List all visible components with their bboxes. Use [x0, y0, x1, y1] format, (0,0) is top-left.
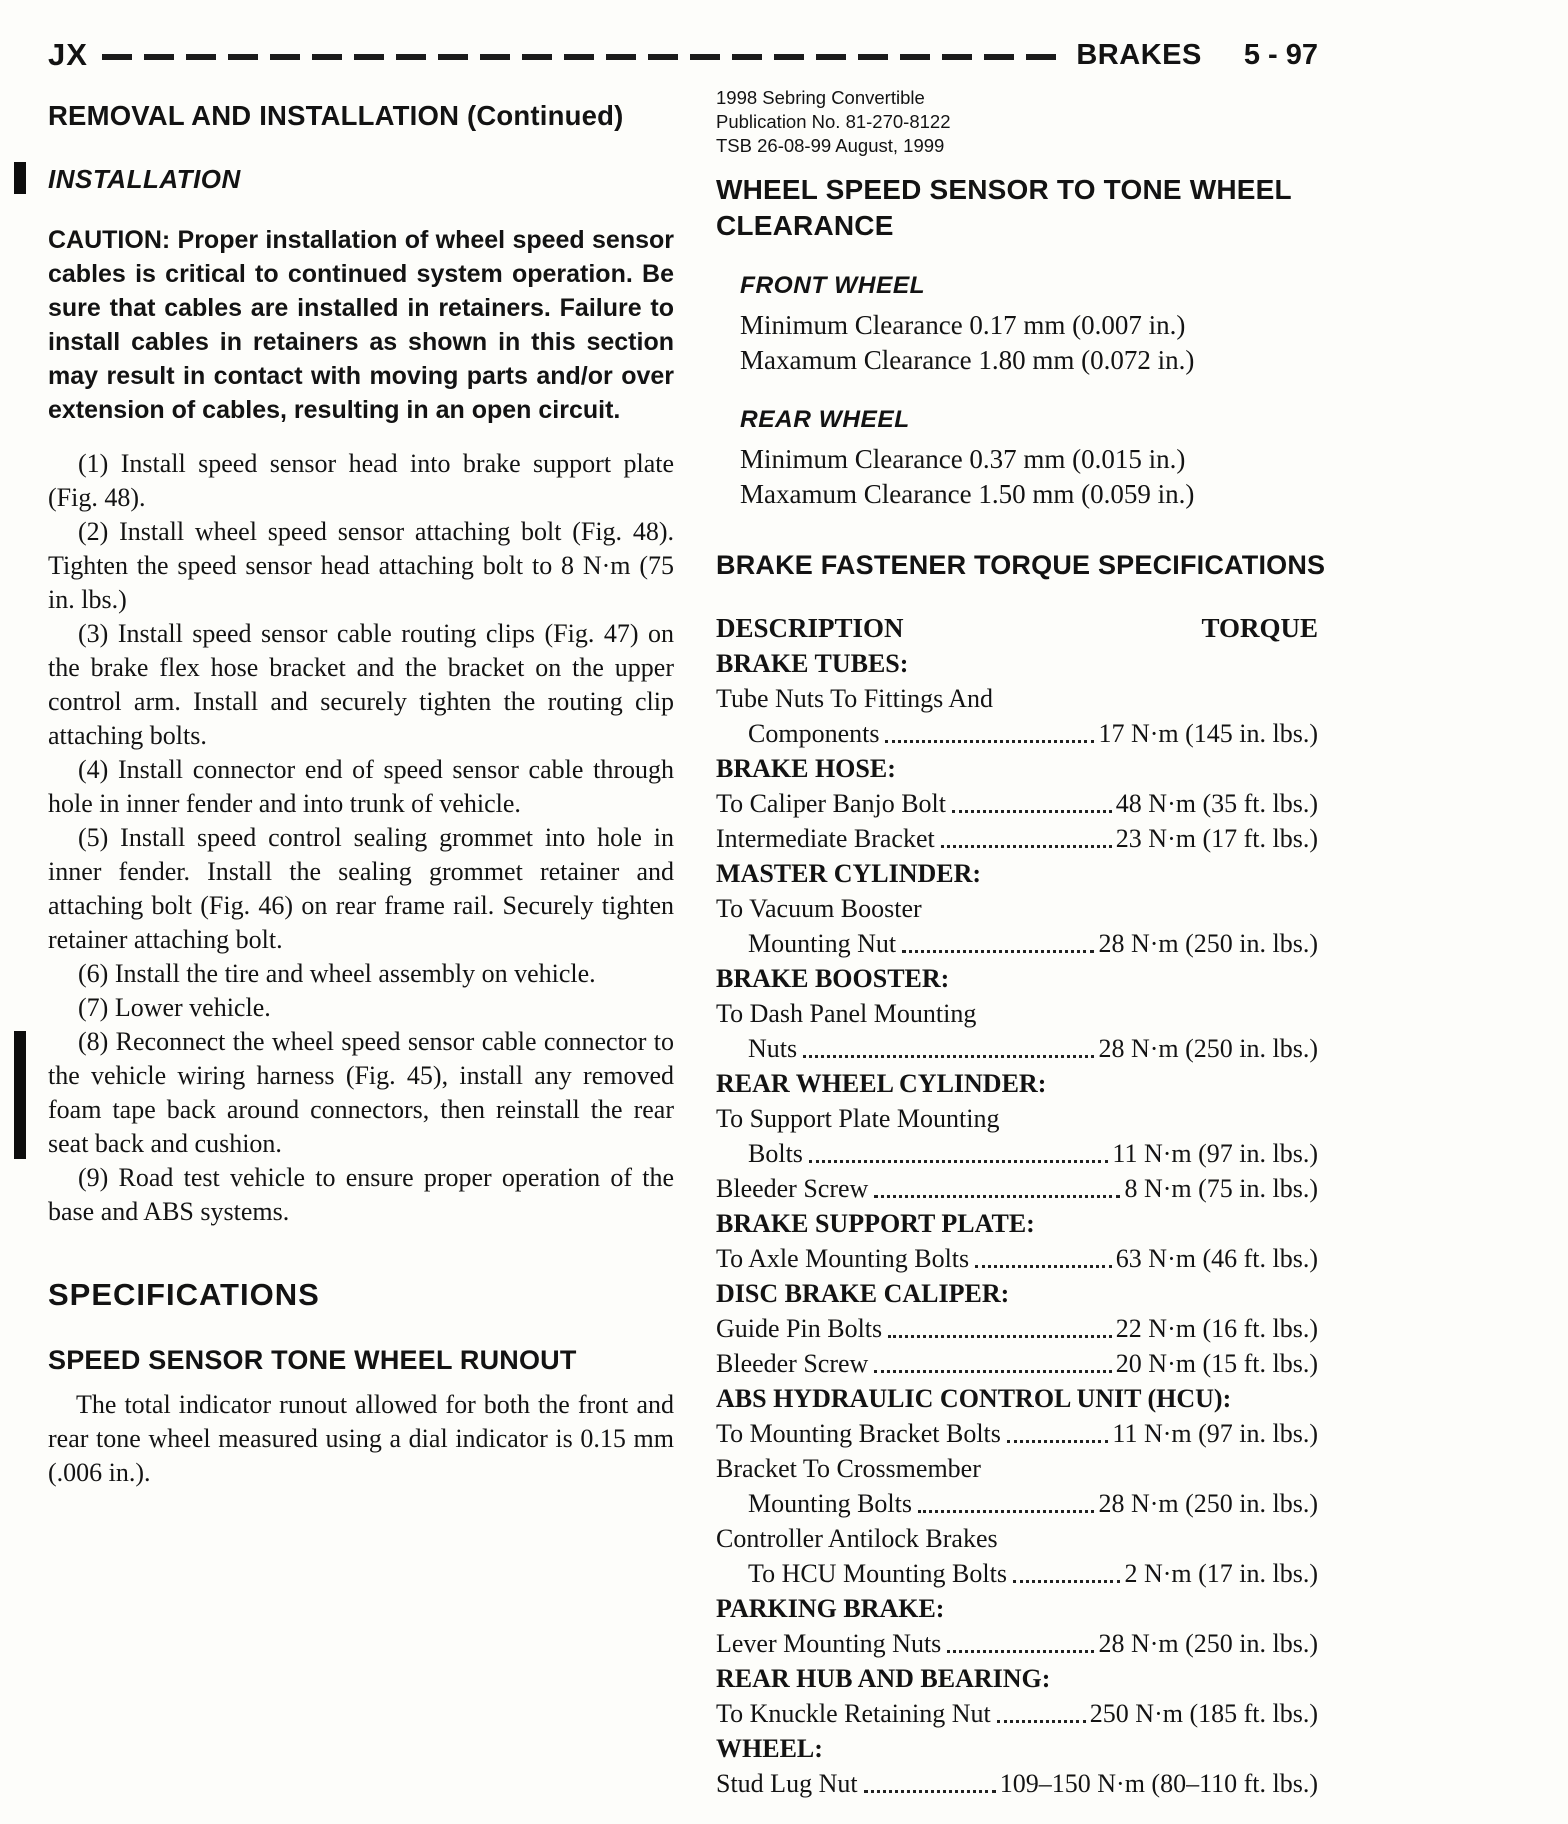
torque-col-torque: TORQUE	[1201, 613, 1318, 643]
torque-value: 28 N·m (250 in. lbs.)	[1098, 1034, 1318, 1063]
torque-row	[716, 856, 1318, 891]
torque-label: BRAKE HOSE:	[716, 754, 896, 783]
torque-row	[716, 1626, 1318, 1661]
torque-row	[716, 1311, 1318, 1346]
procedure-step: (9) Road test vehicle to ensure proper operation of the base and ABS systems.	[48, 1163, 674, 1226]
torque-row	[716, 646, 1318, 681]
torque-title: BRAKE FASTENER TORQUE SPECIFICATIONS	[716, 550, 1326, 580]
torque-value: 22 N·m (16 ft. lbs.)	[1115, 1314, 1318, 1343]
torque-label: WHEEL:	[716, 1734, 823, 1763]
procedure-step	[48, 1025, 674, 1161]
torque-label: BRAKE BOOSTER:	[716, 964, 950, 993]
torque-row	[716, 1031, 1318, 1066]
section-title: REMOVAL AND INSTALLATION (Continued)	[48, 100, 624, 131]
runout-title: SPEED SENSOR TONE WHEEL RUNOUT	[48, 1345, 577, 1375]
torque-row	[716, 1276, 1318, 1311]
torque-row	[716, 1241, 1318, 1276]
dot-leader	[864, 1766, 996, 1793]
torque-row	[716, 1451, 1318, 1486]
torque-row	[716, 891, 1318, 926]
front-wheel-block	[716, 272, 1318, 378]
torque-label: PARKING BRAKE:	[716, 1594, 945, 1623]
section-label: BRAKES	[1076, 38, 1202, 71]
torque-label: DISC BRAKE CALIPER:	[716, 1279, 1010, 1308]
torque-value: 11 N·m (97 in. lbs.)	[1112, 1419, 1318, 1448]
torque-label: Lever Mounting Nuts	[716, 1629, 942, 1658]
subsection-title	[48, 164, 674, 195]
torque-value: 28 N·m (250 in. lbs.)	[1098, 1629, 1318, 1658]
torque-label: BRAKE SUPPORT PLATE:	[716, 1209, 1035, 1238]
torque-row	[716, 821, 1318, 856]
torque-row	[716, 1521, 1318, 1556]
torque-label: Mounting Bolts	[748, 1489, 912, 1518]
front-wheel-title: FRONT WHEEL	[740, 272, 926, 299]
torque-label: REAR WHEEL CYLINDER:	[716, 1069, 1047, 1098]
dot-leader	[809, 1136, 1109, 1163]
torque-label: To Mounting Bracket Bolts	[716, 1419, 1001, 1448]
torque-label: Nuts	[748, 1034, 798, 1063]
dot-leader	[888, 1311, 1112, 1338]
procedure-step-text: (8) Reconnect the wheel speed sensor cable connector to the vehicle wiring harness (Fig. 45), install any removed foam tape back around connectors, then reinstall the rear seat back and cushion.	[48, 1027, 674, 1158]
clearance-max: Maxamum Clearance 1.80 mm (0.072 in.)	[740, 345, 1195, 375]
dot-leader	[874, 1346, 1111, 1373]
torque-row	[716, 1731, 1318, 1766]
revision-bar	[14, 162, 26, 194]
torque-value: 17 N·m (145 in. lbs.)	[1098, 719, 1318, 748]
torque-label: To HCU Mounting Bolts	[748, 1559, 1007, 1588]
dot-leader	[918, 1486, 1094, 1513]
torque-row	[716, 1556, 1318, 1591]
torque-row	[716, 1136, 1318, 1171]
torque-label: Intermediate Bracket	[716, 824, 935, 853]
left-column	[48, 86, 674, 1801]
dot-leader	[902, 926, 1094, 953]
torque-value: 48 N·m (35 ft. lbs.)	[1115, 789, 1318, 818]
torque-row	[716, 681, 1318, 716]
torque-label: Bracket To Crossmember	[716, 1454, 981, 1483]
revision-bar	[14, 1031, 26, 1159]
torque-row	[716, 1766, 1318, 1801]
torque-value: 2 N·m (17 in. lbs.)	[1124, 1559, 1318, 1588]
torque-row	[716, 1206, 1318, 1241]
torque-row	[716, 996, 1318, 1031]
clearance-min: Minimum Clearance 0.17 mm (0.007 in.)	[740, 310, 1186, 340]
torque-row	[716, 1416, 1318, 1451]
torque-label: Mounting Nut	[748, 929, 897, 958]
torque-value: 23 N·m (17 ft. lbs.)	[1115, 824, 1318, 853]
torque-table-header	[716, 613, 1318, 644]
torque-label: MASTER CYLINDER:	[716, 859, 982, 888]
dot-leader	[997, 1696, 1086, 1723]
clearance-max: Maxamum Clearance 1.50 mm (0.059 in.)	[740, 479, 1195, 509]
torque-col-description: DESCRIPTION	[716, 613, 904, 643]
procedure-step: (2) Install wheel speed sensor attaching bolt (Fig. 48). Tighten the speed sensor head attaching bolt to 8 N·m (75 in. lbs.)	[48, 517, 674, 614]
torque-label: To Axle Mounting Bolts	[716, 1244, 970, 1273]
torque-label: Bleeder Screw	[716, 1349, 869, 1378]
header-rule	[102, 54, 1058, 60]
procedure-step: (3) Install speed sensor cable routing clips (Fig. 47) on the brake flex hose bracket and the bracket on the upper control arm. Install and securely tighten the routing clip attaching bolts.	[48, 619, 674, 750]
pub-line-publication: Publication No. 81-270-8122	[716, 111, 951, 132]
torque-label: To Caliper Banjo Bolt	[716, 789, 946, 818]
torque-label: ABS HYDRAULIC CONTROL UNIT (HCU):	[716, 1384, 1232, 1413]
torque-row	[716, 1486, 1318, 1521]
torque-value: 20 N·m (15 ft. lbs.)	[1115, 1349, 1318, 1378]
dot-leader	[975, 1241, 1112, 1268]
caution-text: CAUTION: Proper installation of wheel speed sensor cables is critical to continued system operation. Be sure that cables are installed in retainers. Failure to install cables in retainers as shown in this section may result in contact with moving parts and/or over extension of cables, resulting in an open circuit.	[48, 226, 674, 424]
torque-label: Guide Pin Bolts	[716, 1314, 883, 1343]
torque-row	[716, 751, 1318, 786]
torque-label: Bleeder Screw	[716, 1174, 869, 1203]
page-columns	[48, 86, 1326, 1801]
rear-wheel-block	[716, 406, 1318, 512]
torque-row	[716, 1171, 1318, 1206]
dot-leader	[803, 1031, 1094, 1058]
page-code: JX	[48, 37, 88, 72]
dot-leader	[874, 1171, 1120, 1198]
torque-label: Tube Nuts To Fittings And	[716, 684, 994, 713]
torque-label: Components	[748, 719, 880, 748]
runout-text: The total indicator runout allowed for both the front and rear tone wheel measured using a dial indicator is 0.15 mm (.006 in.).	[48, 1390, 674, 1487]
pub-line-vehicle: 1998 Sebring Convertible	[716, 87, 925, 108]
clearance-min: Minimum Clearance 0.37 mm (0.015 in.)	[740, 444, 1186, 474]
torque-row	[716, 716, 1318, 751]
procedure-step: (6) Install the tire and wheel assembly on vehicle.	[78, 959, 596, 988]
procedure-steps	[48, 447, 674, 1229]
torque-value: 11 N·m (97 in. lbs.)	[1112, 1139, 1318, 1168]
torque-row	[716, 1381, 1318, 1416]
pub-line-tsb: TSB 26-08-99 August, 1999	[716, 135, 945, 156]
clearance-title: WHEEL SPEED SENSOR TO TONE WHEEL CLEARANCE	[716, 174, 1292, 241]
procedure-step: (4) Install connector end of speed sensor cable through hole in inner fender and into trunk of vehicle.	[48, 755, 674, 818]
torque-label: To Dash Panel Mounting	[716, 999, 977, 1028]
publication-info	[716, 86, 1318, 158]
torque-label: Bolts	[748, 1139, 803, 1168]
torque-table	[716, 646, 1318, 1801]
torque-label: To Vacuum Booster	[716, 894, 922, 923]
torque-value: 250 N·m (185 ft. lbs.)	[1089, 1699, 1318, 1728]
torque-label: To Knuckle Retaining Nut	[716, 1699, 991, 1728]
procedure-step: (5) Install speed control sealing grommet into hole in inner fender. Install the sealing grommet retainer and attaching bolt (Fig. 46) on rear frame rail. Securely tighten retainer attaching bolt.	[48, 823, 674, 954]
right-column	[716, 86, 1326, 1801]
torque-label: To Support Plate Mounting	[716, 1104, 1000, 1133]
torque-row	[716, 1346, 1318, 1381]
torque-row	[716, 1591, 1318, 1626]
page-header	[48, 32, 1318, 78]
dot-leader	[1007, 1416, 1109, 1443]
procedure-step: (1) Install speed sensor head into brake support plate (Fig. 48).	[48, 449, 674, 512]
subsection-label: INSTALLATION	[48, 164, 241, 194]
procedure-step: (7) Lower vehicle.	[78, 993, 271, 1022]
dot-leader	[1013, 1556, 1121, 1583]
torque-value: 63 N·m (46 ft. lbs.)	[1115, 1244, 1318, 1273]
specifications-title: SPECIFICATIONS	[48, 1277, 320, 1312]
rear-wheel-title: REAR WHEEL	[740, 406, 910, 433]
torque-row	[716, 786, 1318, 821]
torque-label: Controller Antilock Brakes	[716, 1524, 998, 1553]
torque-label: REAR HUB AND BEARING:	[716, 1664, 1051, 1693]
dot-leader	[885, 716, 1094, 743]
torque-row	[716, 1661, 1318, 1696]
torque-label: Stud Lug Nut	[716, 1769, 858, 1798]
torque-value: 28 N·m (250 in. lbs.)	[1098, 929, 1318, 958]
torque-row	[716, 1696, 1318, 1731]
torque-value: 28 N·m (250 in. lbs.)	[1098, 1489, 1318, 1518]
torque-value: 109–150 N·m (80–110 ft. lbs.)	[999, 1769, 1318, 1798]
dot-leader	[952, 786, 1112, 813]
page-number: 5 - 97	[1243, 38, 1318, 71]
torque-row	[716, 961, 1318, 996]
torque-value: 8 N·m (75 in. lbs.)	[1124, 1174, 1318, 1203]
dot-leader	[941, 821, 1112, 848]
torque-row	[716, 1066, 1318, 1101]
torque-label: BRAKE TUBES:	[716, 649, 909, 678]
dot-leader	[947, 1626, 1094, 1653]
torque-row	[716, 1101, 1318, 1136]
torque-row	[716, 926, 1318, 961]
